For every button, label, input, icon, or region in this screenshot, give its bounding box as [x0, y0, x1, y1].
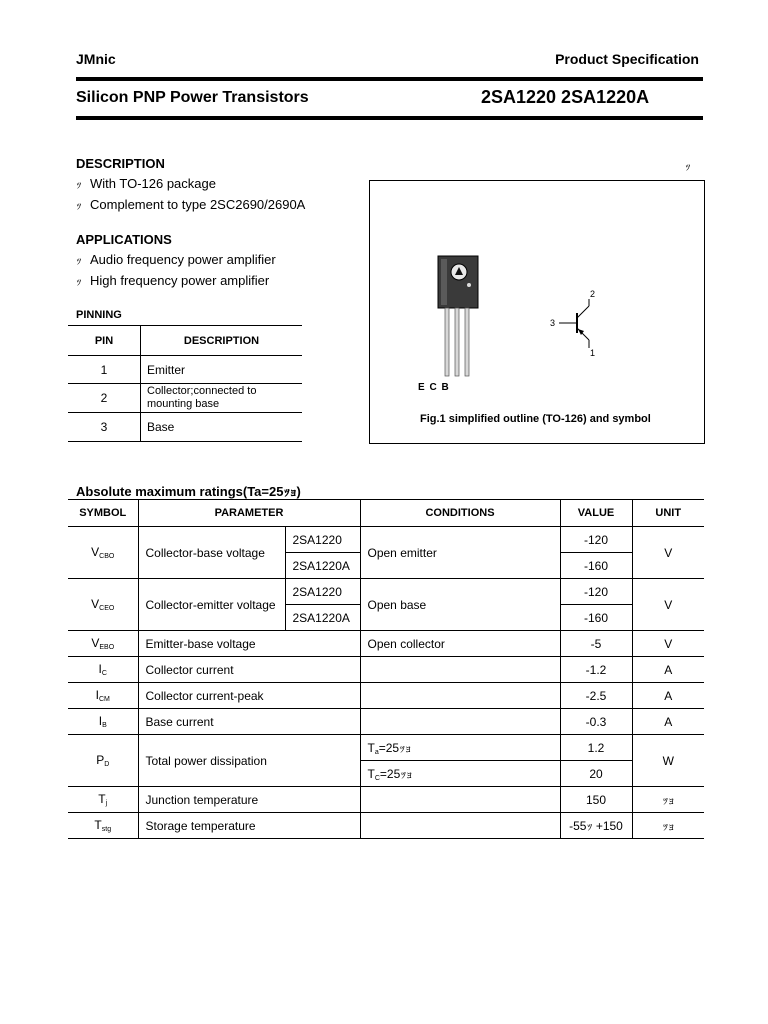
description-list [76, 174, 305, 216]
table-row: $T_C=25$ｯｮ 20 [68, 761, 704, 787]
bullet-icon: ｯ [76, 255, 82, 267]
pnp-symbol-icon [370, 181, 704, 443]
table-row: 3 Base [68, 413, 302, 442]
table-row: $I_C$ Collector current -1.2 A [68, 657, 704, 683]
header-rule-top [76, 77, 703, 81]
doc-title: Silicon PNP Power Transistors [76, 89, 309, 106]
ratings-heading: Absolute maximum ratings(Ta=25ｯｮ) [76, 484, 301, 499]
bullet-icon: ｯ [76, 276, 82, 288]
list-item: ｯ With TO-126 package [76, 174, 305, 195]
description-heading: DESCRIPTION [76, 156, 165, 171]
applications-list [76, 250, 276, 292]
table-row: $V_{CBO}$ Collector-base voltage 2SA1220 Open emitter -120 V [68, 527, 704, 553]
table-row: $T_{stg}$ Storage temperature -55ｯ +150 ｯｮ [68, 813, 704, 839]
table-row: $I_B$ Base current -0.3 A [68, 709, 704, 735]
corner-mark: ｯ [685, 161, 691, 173]
list-item: ｯ Audio frequency power amplifier [76, 250, 276, 271]
part-numbers: 2SA1220 2SA1220A [481, 87, 650, 107]
table-row: $P_D$ Total power dissipation $T_a=25$ｯｮ 1.2 W [68, 735, 704, 761]
pin-order-label: E C B [418, 382, 450, 393]
table-row: 1 Emitter [68, 356, 302, 384]
pinning-heading: PINNING [76, 309, 122, 321]
list-item: ｯ Complement to type 2SC2690/2690A [76, 195, 305, 216]
applications-heading: APPLICATIONS [76, 232, 172, 247]
bullet-icon: ｯ [76, 200, 82, 212]
table-row: 2SA1220A -160 [68, 605, 704, 631]
figure-caption: Fig.1 simplified outline (TO-126) and symbol [420, 413, 651, 425]
header-rule-bottom [76, 116, 703, 120]
symbol-label-2: 2 [590, 289, 596, 299]
company-name: JMnic [76, 51, 116, 67]
table-row: $V_{CEO}$ Collector-emitter voltage 2SA1220 Open base -120 V [68, 579, 704, 605]
ratings-table [68, 499, 704, 839]
symbol-label-1: 1 [590, 348, 596, 358]
ratings-header-row: SYMBOL PARAMETER CONDITIONS VALUE UNIT [68, 500, 704, 527]
pin-desc-col-header: DESCRIPTION [141, 326, 303, 356]
pinning-table [68, 325, 302, 442]
pin-col-header: PIN [68, 326, 141, 356]
doc-type: Product Specification [555, 51, 699, 67]
table-row: 2 Collector;connected to mounting base [68, 384, 302, 413]
table-row: $V_{EBO}$ Emitter-base voltage Open collector -5 V [68, 631, 704, 657]
symbol-label-3: 3 [550, 318, 556, 328]
list-item: ｯ High frequency power amplifier [76, 271, 276, 292]
bullet-icon: ｯ [76, 179, 82, 191]
table-row: $T_j$ Junction temperature 150 ｯｮ [68, 787, 704, 813]
table-row: 2SA1220A -160 [68, 553, 704, 579]
table-row: $I_{CM}$ Collector current-peak -2.5 A [68, 683, 704, 709]
figure-box [369, 180, 705, 444]
